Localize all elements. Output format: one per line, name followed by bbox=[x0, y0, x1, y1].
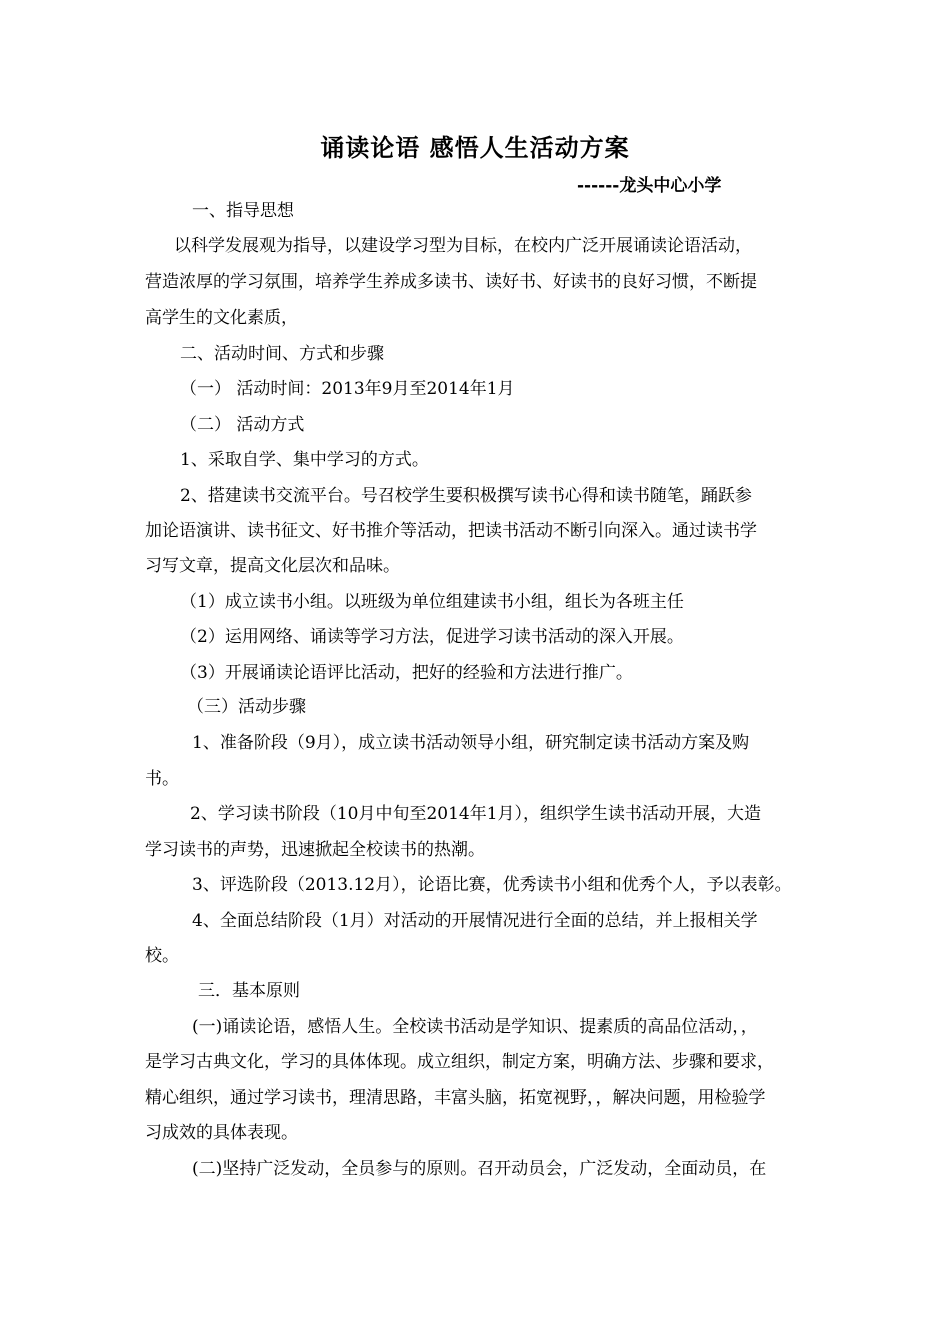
paragraph-line: 习写文章，提高文化层次和品味。 bbox=[145, 556, 400, 576]
paragraph-line: 校。 bbox=[145, 946, 179, 966]
paragraph-line: 1、采取自学、集中学习的方式。 bbox=[180, 450, 429, 470]
document-author: ------龙头中心小学 bbox=[577, 176, 722, 196]
paragraph-line: 是学习古典文化，学习的具体体现。成立组织，制定方案，明确方法、步骤和要求， bbox=[145, 1052, 774, 1072]
paragraph-line: （2）运用网络、诵读等学习方法，促进学习读书活动的深入开展。 bbox=[180, 627, 684, 647]
paragraph-line: 3、评选阶段（2013.12月），论语比赛，优秀读书小组和优秀个人，予以表彰。 bbox=[192, 875, 792, 895]
section-heading: 一、指导思想 bbox=[192, 201, 294, 221]
section-heading: （三）活动步骤 bbox=[187, 697, 306, 717]
paragraph-line: (一)诵读论语，感悟人生。全校读书活动是学知识、提素质的高品位活动，， bbox=[192, 1017, 758, 1037]
paragraph-line: 加论语演讲、读书征文、好书推介等活动，把读书活动不断引向深入。通过读书学 bbox=[145, 521, 757, 541]
paragraph-line: 精心组织，通过学习读书，理清思路，丰富头脑，拓宽视野，，解决问题，用检验学 bbox=[145, 1088, 766, 1108]
section-heading: （二） 活动方式 bbox=[180, 415, 305, 435]
paragraph-line: 高学生的文化素质， bbox=[145, 308, 298, 328]
paragraph-line: （1）成立读书小组。以班级为单位组建读书小组，组长为各班主任 bbox=[180, 592, 684, 612]
paragraph-line: 习成效的具体表现。 bbox=[145, 1123, 298, 1143]
paragraph-line: 以科学发展观为指导，以建设学习型为目标，在校内广泛开展诵读论语活动， bbox=[174, 236, 752, 256]
paragraph-line: (二)坚持广泛发动，全员参与的原则。召开动员会，广泛发动，全面动员，在 bbox=[192, 1159, 767, 1179]
paragraph-line: 书。 bbox=[145, 769, 179, 789]
paragraph-line: 4、全面总结阶段（1月）对活动的开展情况进行全面的总结，并上报相关学 bbox=[192, 911, 758, 931]
paragraph-line: 学习读书的声势，迅速掀起全校读书的热潮。 bbox=[145, 840, 485, 860]
paragraph-line: 1、准备阶段（9月），成立读书活动领导小组，研究制定读书活动方案及购 bbox=[192, 733, 750, 753]
paragraph-line: 营造浓厚的学习氛围，培养学生养成多读书、读好书、好读书的良好习惯，不断提 bbox=[145, 272, 757, 292]
document-title: 诵读论语 感悟人生活动方案 bbox=[320, 134, 630, 162]
section-heading: 三．基本原则 bbox=[198, 981, 300, 1001]
paragraph-line: （一） 活动时间：2013年9月至2014年1月 bbox=[180, 379, 515, 399]
paragraph-line: 2、搭建读书交流平台。号召校学生要积极撰写读书心得和读书随笔，踊跃参 bbox=[180, 486, 752, 506]
paragraph-line: （3）开展诵读论语评比活动，把好的经验和方法进行推广。 bbox=[180, 663, 633, 683]
paragraph-line: 2、学习读书阶段（10月中旬至2014年1月），组织学生读书活动开展，大造 bbox=[190, 804, 762, 824]
section-heading: 二、活动时间、方式和步骤 bbox=[180, 344, 384, 364]
